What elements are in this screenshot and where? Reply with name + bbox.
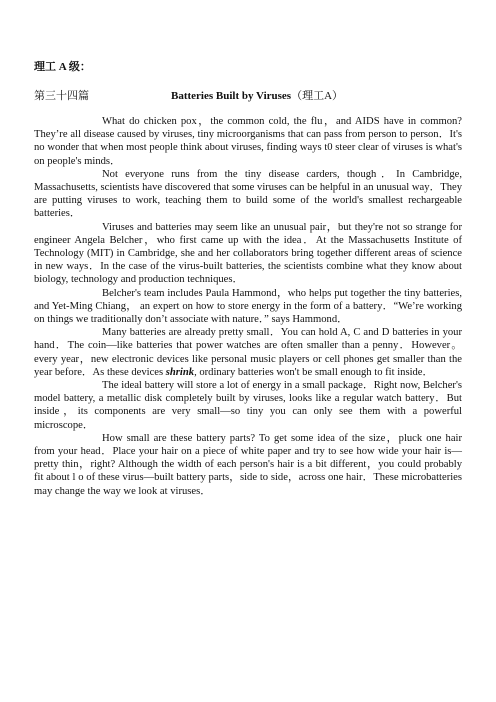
paragraph-3: Viruses and batteries may seem like an unusual pair，but they're not so strange for engineer Angela Belcher，who first came up with the idea．At the Massachusetts Institute of Technology (MIT) in Cambridge, she and her collaborators bring together different areas of science in new ways．In the case of the virus-built batteries, the scientists combine what they know about biology, technology and production techniques． bbox=[34, 221, 462, 286]
article-title-line bbox=[171, 89, 343, 103]
paragraph-5 bbox=[34, 326, 462, 379]
paragraph-4: Belcher's team includes Paula Hammond，who helps put together the tiny batteries, and Yet-Ming Chiang， an expert on how to store energy in the form of a battery．“We’re working on things we traditionally don’t associate with nature．” says Hammond． bbox=[34, 287, 462, 326]
article-category: （理工A） bbox=[291, 90, 344, 102]
paragraph-5-text: Many batteries are already pretty small．You can hold A, C and D batteries in your hand．The coin—like batteries that power watches are often smaller than a penny．However。every year，new electronic devices like personal music players or cell phones get smaller than the year before．As these devices bbox=[34, 327, 462, 378]
paragraph-6: The ideal battery will store a lot of energy in a small package．Right now, Belcher's model battery, a metallic disk completely built by viruses, looks like a regular watch battery．But inside，its components are very small—so tiny you can only see them with a powerful microscope． bbox=[34, 380, 462, 431]
paragraph-2: Not everyone runs from the tiny disease carders, though．In Cambridge, Massachusetts, scientists have discovered that some viruses can be helpful in an unusual way．They are putting viruses to work, teaching them to build some of the world's smallest rechargeable batteries． bbox=[34, 168, 462, 220]
emphasis-shrink: shrink bbox=[165, 366, 195, 378]
level-label: 理工 A 级： bbox=[34, 61, 91, 73]
article-title: Batteries Built by Viruses bbox=[171, 90, 292, 102]
article-number: 第三十四篇 bbox=[34, 90, 89, 102]
paragraph-5-tail: , ordinary batteries won't be small enough to fit inside． bbox=[194, 366, 434, 378]
paragraph-1: What do chicken pox，the common cold, the flu，and AIDS have in common? They’re all disease caused by viruses, tiny microorganisms that can pass from person to person．It's no wonder that when most people think about viruses, finding ways t0 steer clear of viruses is what's on people's minds． bbox=[34, 116, 462, 167]
document-page bbox=[34, 60, 462, 498]
article-heading bbox=[34, 89, 462, 103]
paragraph-7: How small are these battery parts? To get some idea of the size，pluck one hair from your head．Place your hair on a piece of white paper and try to see how wide your hair is—pretty thin，right? Although the width of each person's hair is a bit different，you could probably fit about l o of these virus—built battery parts，side to side，across one hair．These microbatteries may change the way we look at viruses． bbox=[34, 432, 462, 497]
